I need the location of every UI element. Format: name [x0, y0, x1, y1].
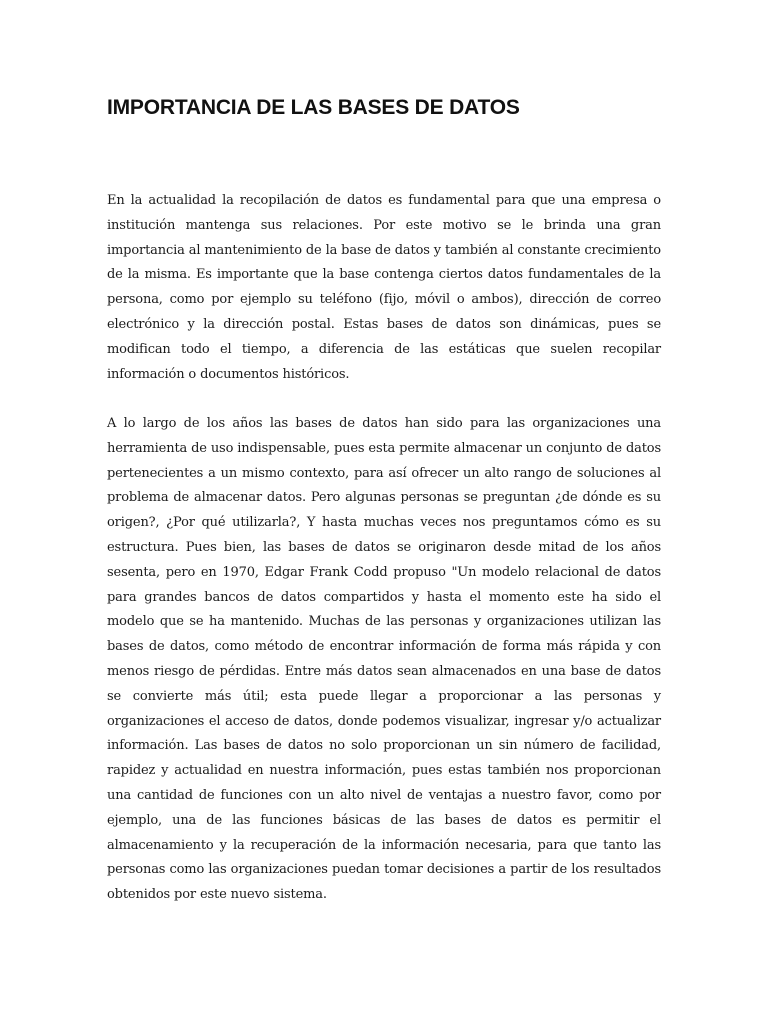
paragraph-1: En la actualidad la recopilación de datos es fundamental para que una empresa o institución mantenga sus relaciones. Por este motivo se le brinda una gran importancia al mantenimiento de la base de datos y también al constante crecimiento de la misma. Es importante que la base contenga ciertos datos fundamentales de la persona, como por ejemplo su teléfono (fijo, móvil o ambos), dirección de correo electrónico y la dirección postal. Estas bases de datos son dinámicas, pues se modifican todo el tiempo, a diferencia de las estáticas que suelen recopilar información o documentos históricos.: [107, 193, 661, 382]
paragraph-2: A lo largo de los años las bases de datos han sido para las organizaciones una herramienta de uso indispensable, pues esta permite almacenar un conjunto de datos pertenecientes a un mismo contexto, para así ofrecer un alto rango de soluciones al problema de almacenar datos. Pero algunas personas se preguntan ¿de dónde es su origen?, ¿Por qué utilizarla?, Y hasta muchas veces nos preguntamos cómo es su estructura. Pues bien, las bases de datos se originaron desde mitad de los años sesenta, pero en 1970, Edgar Frank Codd propuso "Un modelo relacional de datos para grandes bancos de datos compartidos y hasta el momento este ha sido el modelo que se ha mantenido. Muchas de las personas y organizaciones utilizan las bases de datos, como método de encontrar información de forma más rápida y con menos riesgo de pérdidas. Entre más datos sean almacenados en una base de datos se convierte más útil; esta puede llegar a proporcionar a las personas y organizaciones el acceso de datos, donde podemos visualizar, ingresar y/o actualizar información. Las bases de datos no solo proporcionan un sin número de facilidad, rapidez y actualidad en nuestra información, pues estas también nos proporcionan una cantidad de funciones con un alto nivel de ventajas a nuestro favor, como por ejemplo, una de las funciones básicas de las bases de datos es permitir el almacenamiento y la recuperación de la información necesaria, para que tanto las personas como las organizaciones puedan tomar decisiones a partir de los resultados obtenidos por este nuevo sistema.: [107, 416, 661, 903]
page-title: IMPORTANCIA DE LAS BASES DE DATOS: [107, 96, 520, 119]
